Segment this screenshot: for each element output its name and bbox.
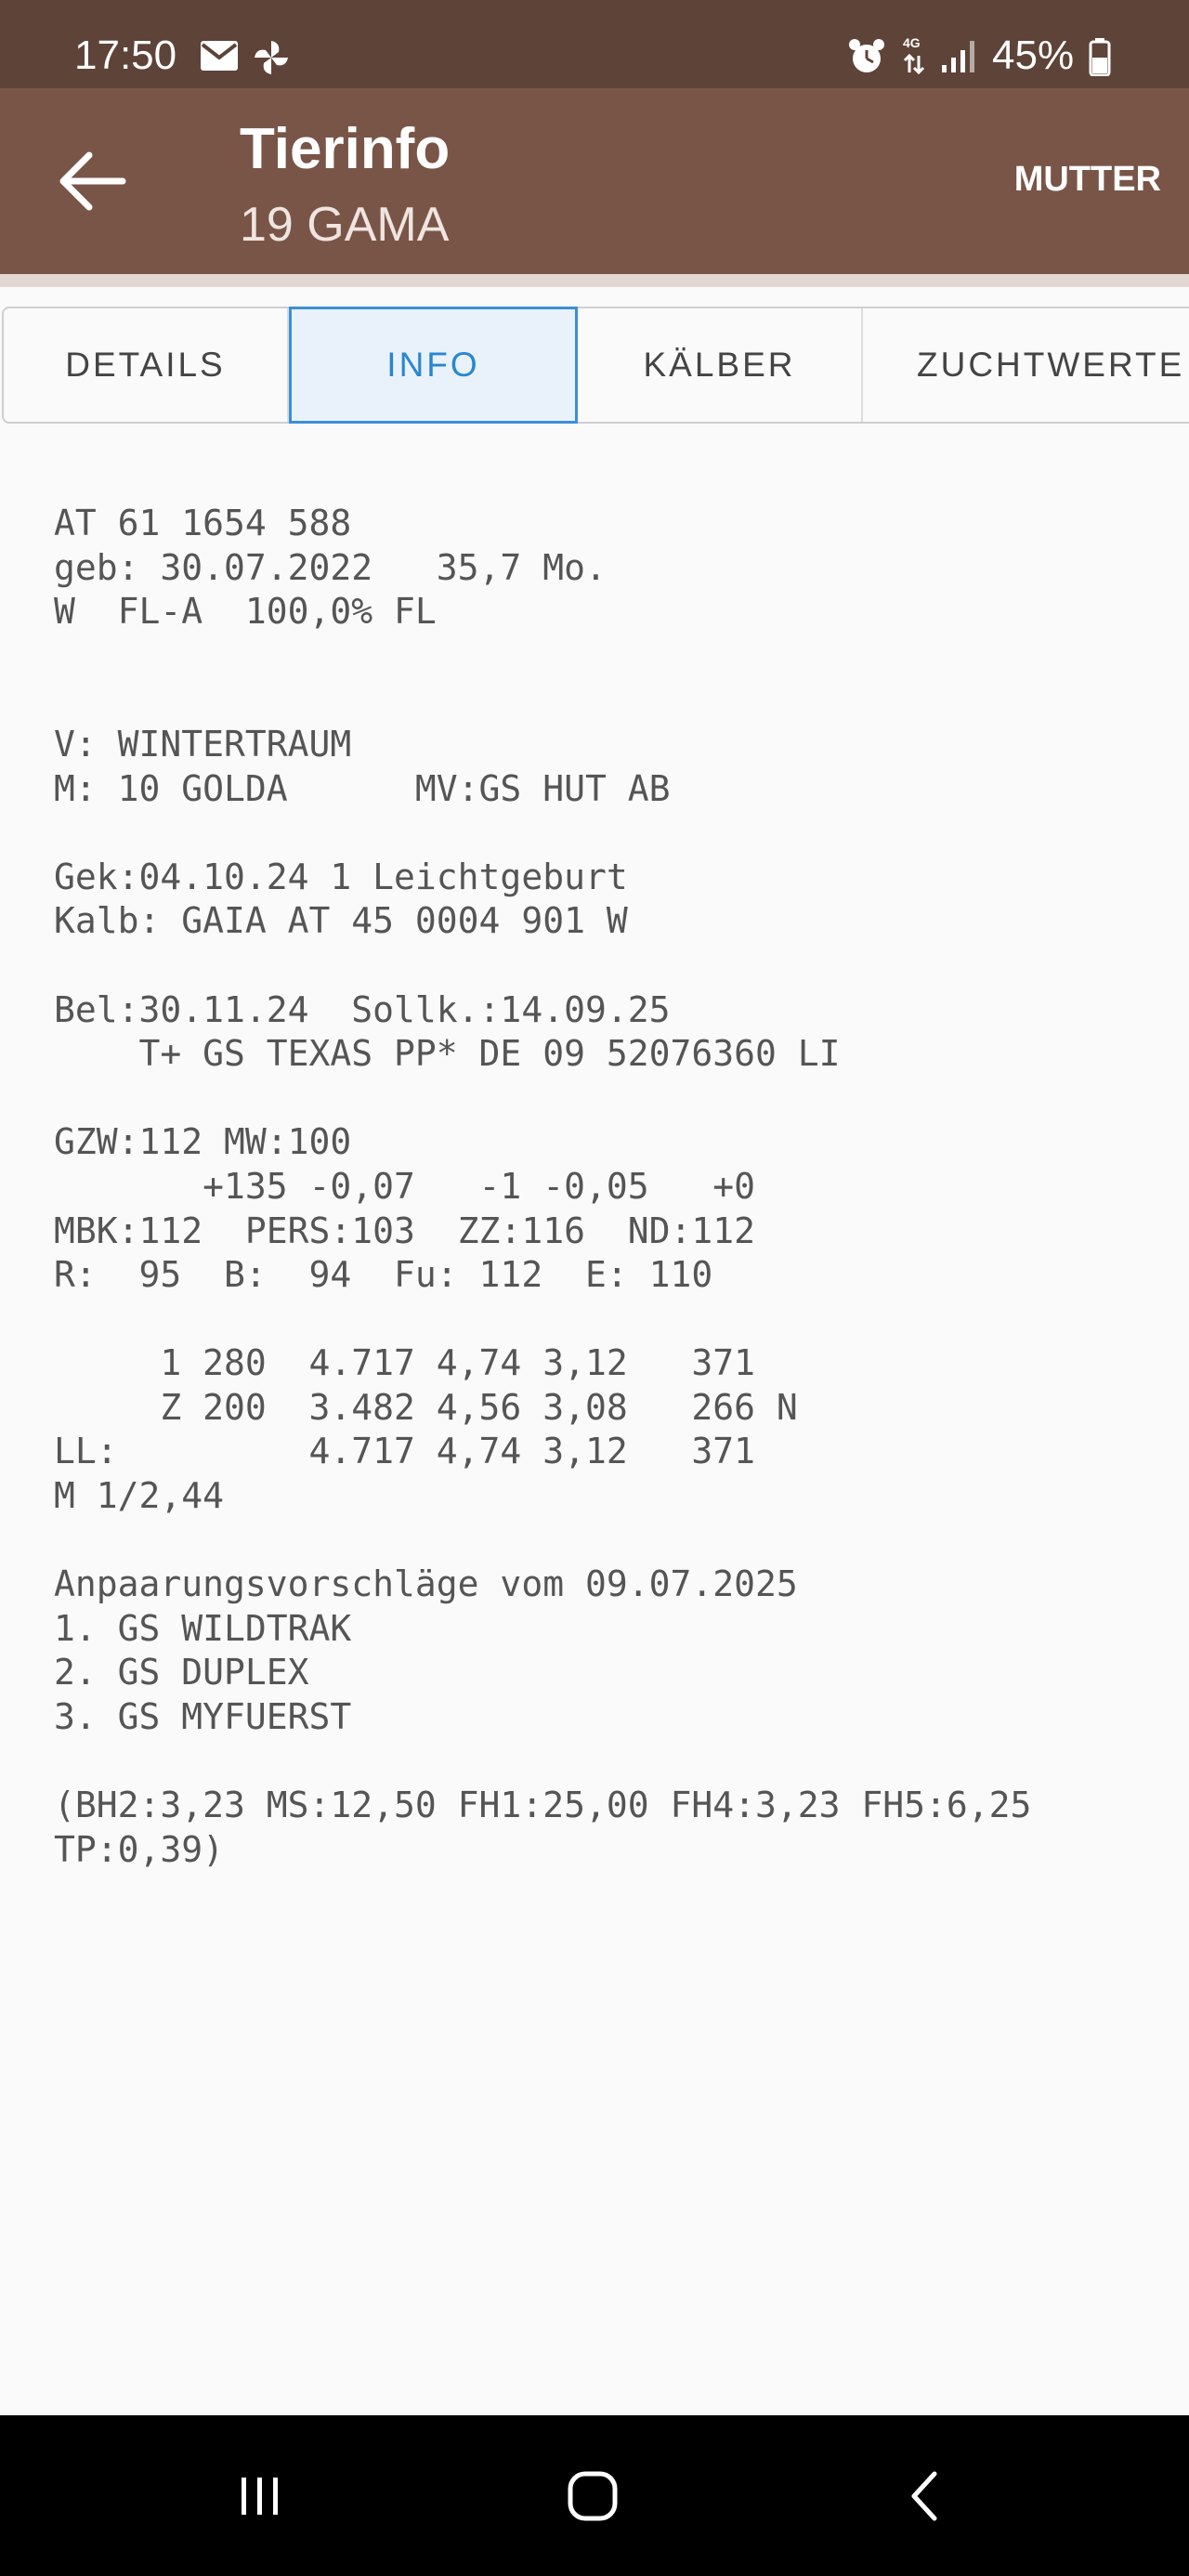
signal-icon xyxy=(940,37,977,74)
home-icon xyxy=(563,2466,622,2526)
tab-bar xyxy=(2,307,1189,424)
info-line: V: WINTERTRAUM xyxy=(54,723,352,765)
app-bar-divider xyxy=(0,274,1189,287)
info-line xyxy=(54,1519,1169,1563)
info-line: Kalb: GAIA AT 45 0004 901 W xyxy=(54,900,628,942)
info-line: Gek:04.10.24 1 Leichtgeburt xyxy=(54,856,628,897)
info-line xyxy=(54,634,1169,679)
info-line: R: 95 B: 94 Fu: 112 E: 110 xyxy=(54,1254,713,1296)
info-line: GZW:112 MW:100 xyxy=(54,1121,352,1163)
info-line: MBK:112 PERS:103 ZZ:116 ND:112 xyxy=(54,1210,755,1251)
info-line xyxy=(54,944,1169,988)
recent-apps-icon xyxy=(232,2468,288,2524)
info-line: TP:0,39) xyxy=(54,1828,225,1870)
info-line: AT 61 1654 588 xyxy=(54,503,352,543)
tab-kaelber[interactable]: KÄLBER xyxy=(578,308,863,422)
info-line: LL: 4.717 4,74 3,12 371 xyxy=(54,1431,755,1472)
info-line: 2. GS DUPLEX xyxy=(54,1652,309,1693)
back-icon xyxy=(899,2468,955,2524)
tab-info[interactable]: INFO xyxy=(289,307,578,424)
mutter-button[interactable]: MUTTER xyxy=(1013,160,1161,199)
4g-icon: 4G xyxy=(903,35,921,50)
app-bar xyxy=(0,88,1189,274)
info-line xyxy=(54,678,1169,723)
info-line: M: 10 GOLDA MV:GS HUT AB xyxy=(54,767,671,809)
info-line xyxy=(54,1298,1169,1342)
alarm-icon xyxy=(847,37,886,76)
info-line xyxy=(54,1740,1169,1785)
battery-percentage: 45% xyxy=(992,33,1075,78)
info-line: Z 200 3.482 4,56 3,08 266 N xyxy=(54,1386,798,1428)
page-title: Tierinfo xyxy=(240,117,451,181)
navigation-bar xyxy=(0,2415,1189,2576)
back-button[interactable] xyxy=(48,135,141,228)
status-bar xyxy=(0,0,1189,88)
info-line xyxy=(54,811,1169,856)
info-line: (BH2:3,23 MS:12,50 FH1:25,00 FH4:3,23 FH5:6,25 xyxy=(54,1785,1032,1826)
info-line: M 1/2,44 xyxy=(54,1475,225,1517)
home-button[interactable] xyxy=(518,2415,667,2576)
info-line: T+ GS TEXAS PP* DE 09 52076360 LI xyxy=(54,1033,841,1075)
page-subtitle: 19 GAMA xyxy=(240,198,450,252)
info-line: Anpaarungsvorschläge vom 09.07.2025 xyxy=(54,1563,798,1605)
pinwheel-icon xyxy=(251,37,292,78)
battery-icon xyxy=(1089,37,1111,76)
info-line: W FL-A 100,0% FL xyxy=(54,591,437,633)
info-line: 1. GS WILDTRAK xyxy=(54,1607,352,1649)
recent-apps-button[interactable] xyxy=(186,2415,334,2576)
arrow-left-icon xyxy=(48,135,141,228)
data-arrows-icon xyxy=(903,54,925,74)
tab-zuchtwerte[interactable]: ZUCHTWERTE xyxy=(917,346,1185,384)
info-line: +135 -0,07 -1 -0,05 +0 xyxy=(54,1165,755,1207)
info-line: 1 280 4.717 4,74 3,12 371 xyxy=(54,1342,755,1384)
mail-icon xyxy=(199,39,240,72)
nav-back-button[interactable] xyxy=(853,2415,1001,2576)
info-line: geb: 30.07.2022 35,7 Mo. xyxy=(54,546,607,588)
tab-details[interactable]: DETAILS xyxy=(4,308,289,422)
info-text xyxy=(54,502,1169,1872)
info-line: Bel:30.11.24 Sollk.:14.09.25 xyxy=(54,988,671,1030)
status-time: 17:50 xyxy=(74,33,177,78)
info-line xyxy=(54,1077,1169,1121)
info-line: 3. GS MYFUERST xyxy=(54,1696,352,1738)
